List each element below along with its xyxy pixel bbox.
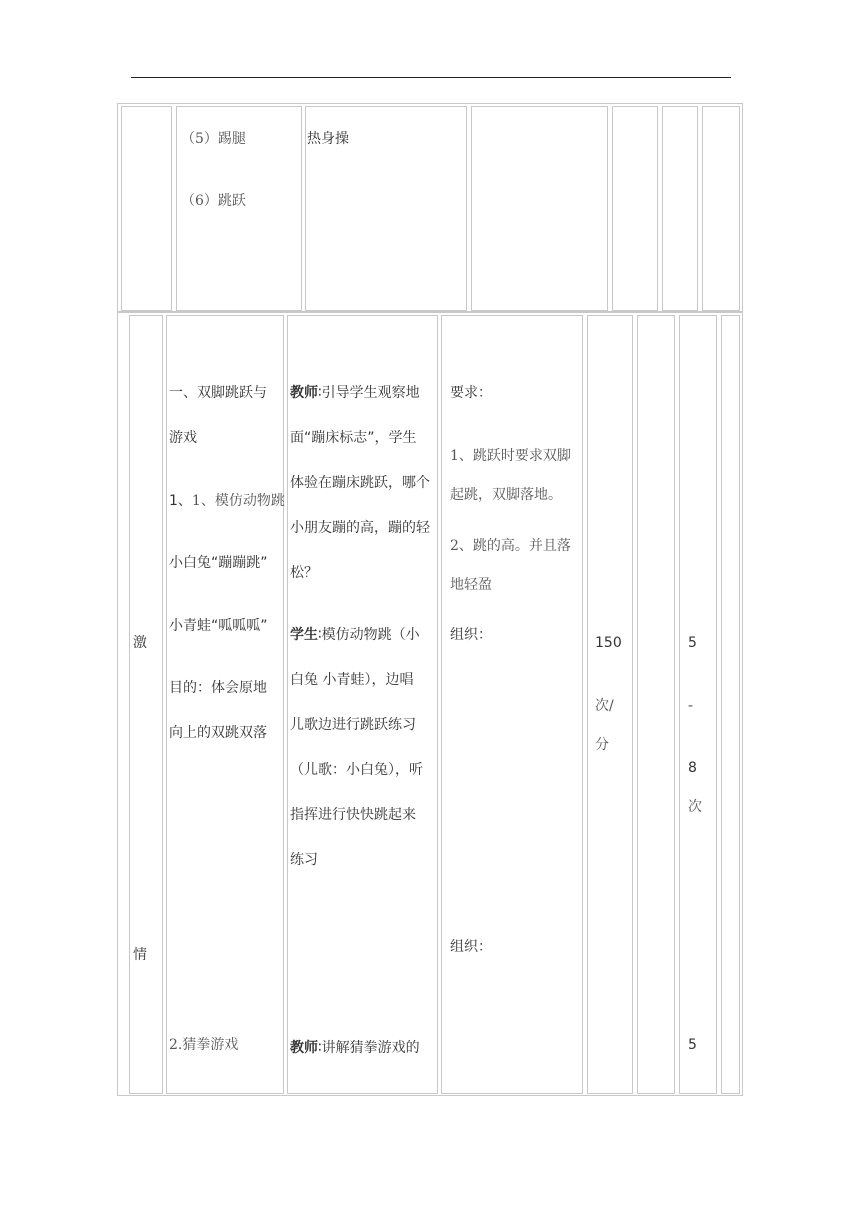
t2-cell-6 [637, 315, 675, 1094]
student-line-1 [290, 625, 420, 645]
teacher-label: 教师 [290, 385, 318, 401]
activity-item-1: 1、1、模仿动物跳 [169, 493, 285, 509]
activity-heading-1: 一、双脚跳跃与 [169, 385, 267, 401]
student-text-1: ∶模仿动物跳（小 [318, 627, 420, 643]
count-unit: 次 [688, 799, 702, 815]
student-line-4: （儿歌：小白兔），听 [290, 762, 423, 778]
student-line-6: 练习 [290, 852, 318, 868]
teacher2-line-1 [290, 1038, 420, 1058]
t1-cell-4 [471, 106, 608, 311]
activity-purpose-1: 目的：体会原地 [169, 680, 267, 696]
activity-item-1-text: 1、模仿动物跳 [191, 493, 285, 509]
teacher-line-4: 小朋友蹦的高，蹦的轻 [290, 520, 430, 536]
warmup-item-jump: （6）跳跃 [181, 193, 246, 209]
activity-frog: 小青蛙“呱呱呱” [169, 618, 268, 634]
section-char-1: 激 [133, 635, 147, 651]
requirement-1b: 起跳，双脚落地。 [450, 487, 562, 503]
activity-heading-2: 游戏 [169, 430, 197, 446]
activity-rabbit: 小白兔“蹦蹦跳” [169, 555, 268, 571]
teacher-line-1 [290, 383, 420, 403]
teacher-line-2: 面“蹦床标志”，学生 [290, 430, 417, 446]
intensity-unit-1: 次/ [595, 698, 614, 714]
teacher2-text: ∶讲解猜拳游戏的 [318, 1040, 420, 1056]
warmup-item-kick: （5）踢腿 [181, 131, 246, 147]
count-dash: - [688, 698, 694, 714]
t1-cell-1 [121, 106, 172, 311]
t2-cell-8 [721, 315, 740, 1094]
student-label: 学生 [290, 627, 318, 643]
count-max: 8 [688, 760, 697, 776]
activity-purpose-2: 向上的双跳双落 [169, 725, 267, 741]
t1-cell-7 [702, 106, 740, 311]
organization-label-1: 组织： [450, 627, 492, 643]
requirement-1a: 1、跳跃时要求双脚 [450, 448, 571, 464]
intensity-unit-2: 分 [595, 737, 609, 753]
warmup-title: 热身操 [307, 131, 349, 147]
intensity-value: 150 [595, 635, 622, 651]
teacher-line-3: 体验在蹦床跳跃，哪个 [290, 475, 430, 491]
requirement-2b: 地轻盈 [450, 577, 492, 593]
requirement-label: 要求： [450, 385, 492, 401]
header-rule [131, 77, 731, 78]
teacher-text-1: ∶引导学生观察地 [318, 385, 420, 401]
teacher-line-5: 松？ [290, 565, 318, 581]
teacher2-label: 教师 [290, 1040, 318, 1056]
student-line-3: 儿歌边进行跳跃练习 [290, 717, 416, 733]
count-game: 5 [688, 1037, 697, 1053]
activity-item-2: 2.猜拳游戏 [169, 1037, 239, 1053]
organization-label-2: 组织： [450, 939, 492, 955]
count-min: 5 [688, 635, 697, 651]
t2-cell-4 [441, 315, 583, 1094]
t2-cell-1 [129, 315, 163, 1094]
t2-cell-7 [679, 315, 717, 1094]
t1-cell-5 [612, 106, 658, 311]
t1-cell-6 [662, 106, 698, 311]
student-line-5: 指挥进行快快跳起来 [290, 807, 416, 823]
requirement-2a: 2、跳的高。并且落 [450, 538, 571, 554]
student-line-2: 白兔 小青蛙），边唱 [290, 672, 414, 688]
section-char-2: 情 [133, 947, 147, 963]
